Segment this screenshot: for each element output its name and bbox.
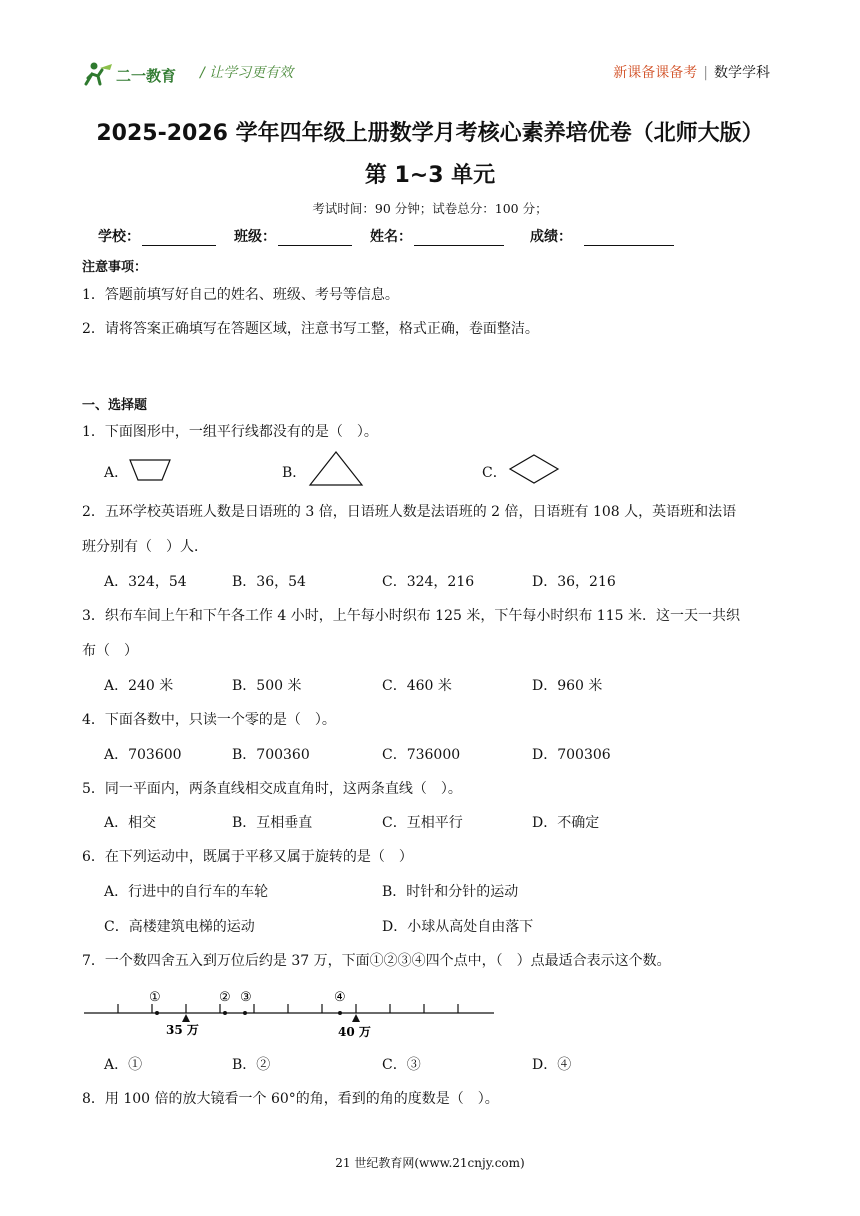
slogan: / 让学习更有效	[200, 65, 294, 81]
q5-option-c[interactable]: C．互相平行	[382, 815, 463, 831]
q3-stem-line2: 布（ ）	[82, 643, 138, 659]
exam-meta: 考试时间：90 分钟；试卷总分：100 分；	[312, 201, 548, 216]
page-header	[80, 56, 780, 92]
score-field[interactable]	[530, 226, 674, 246]
q6-option-b[interactable]: B．时针和分针的运动	[382, 884, 519, 900]
q3-option-b[interactable]: B．500 米	[232, 678, 302, 694]
page-footer: 21 世纪教育网(www.21cnjy.com)	[335, 1156, 525, 1170]
page-subtitle: 第 1~3 单元	[364, 163, 496, 188]
notice-item-2: 2．请将答案正确填写在答题区域，注意书写工整，格式正确，卷面整洁。	[82, 321, 539, 337]
notice-heading: 注意事项：	[82, 260, 148, 275]
header-separator: |	[703, 65, 708, 81]
q3-option-d[interactable]: D．960 米	[532, 678, 603, 694]
q4-stem: 4．下面各数中，只读一个零的是（ ）。	[82, 712, 336, 728]
school-label: 学校：	[98, 229, 140, 245]
q4-option-d[interactable]: D．700306	[532, 747, 611, 763]
q2-stem-line1: 2．五环学校英语班人数是日语班的 3 倍，日语班人数是法语班的 2 倍，日语班有 108 人，英语班和法语	[82, 504, 737, 520]
page-title: 2025-2026 学年四年级上册数学月考核心素养培优卷（北师大版）	[96, 121, 764, 146]
point-2-label: ②	[219, 990, 231, 1005]
q2-stem-line2: 班分别有（ ）人．	[82, 539, 208, 555]
q1-option-a[interactable]: A．	[104, 465, 129, 481]
header-right	[613, 62, 770, 82]
q2-option-a[interactable]: A．324，54	[104, 574, 187, 590]
triangle-shape	[308, 450, 364, 488]
q4-option-a[interactable]: A．703600	[104, 747, 182, 763]
tick-label-40: 40 万	[338, 1025, 371, 1039]
trapezoid-shape	[128, 458, 172, 482]
point-1-label: ①	[149, 990, 161, 1005]
q6-stem: 6．在下列运动中，既属于平移又属于旋转的是（ ）	[82, 849, 413, 865]
class-field[interactable]	[234, 226, 352, 246]
name-label: 姓名：	[370, 229, 412, 245]
q7-option-a[interactable]: A．①	[104, 1057, 143, 1073]
q4-option-c[interactable]: C．736000	[382, 747, 461, 763]
q1-option-b[interactable]: B．	[282, 465, 307, 481]
q5-option-b[interactable]: B．互相垂直	[232, 815, 313, 831]
q3-option-c[interactable]: C．460 米	[382, 678, 452, 694]
q7-option-b[interactable]: B．②	[232, 1057, 271, 1073]
notice-item-1: 1．答题前填写好自己的姓名、班级、考号等信息。	[82, 287, 399, 303]
school-field[interactable]	[98, 226, 216, 246]
logo	[80, 60, 190, 88]
point-4	[338, 1011, 342, 1015]
tick-label-35: 35 万	[166, 1023, 199, 1037]
q6-option-d[interactable]: D．小球从高处自由落下	[382, 919, 534, 935]
q1-stem: 1．下面图形中，一组平行线都没有的是（ ）。	[82, 424, 378, 440]
q3-stem-line1: 3．织布车间上午和下午各工作 4 小时，上午每小时织布 125 米，下午每小时织布 115 米．这一天一共织	[82, 608, 740, 624]
number-line-ticks	[118, 1004, 458, 1013]
q3-option-a[interactable]: A．240 米	[104, 678, 174, 694]
header-tag: 新课备课备考	[613, 65, 698, 81]
class-label: 班级：	[234, 229, 276, 245]
q5-option-a[interactable]: A．相交	[104, 815, 157, 831]
q2-option-b[interactable]: B．36，54	[232, 574, 306, 590]
score-label: 成绩：	[530, 229, 572, 245]
number-line	[82, 984, 502, 1044]
q1-option-c[interactable]: C．	[482, 465, 507, 481]
point-2	[223, 1011, 227, 1015]
header-subject: 数学学科	[714, 65, 770, 81]
name-field[interactable]	[370, 226, 504, 246]
q5-stem: 5．同一平面内，两条直线相交成直角时，这两条直线（ ）。	[82, 781, 462, 797]
rhombus-shape	[508, 453, 560, 485]
section-heading: 一、选择题	[82, 398, 148, 413]
logo-text: 二一教育	[116, 67, 177, 85]
q5-option-d[interactable]: D．不确定	[532, 815, 600, 831]
point-4-label: ④	[334, 990, 346, 1005]
q2-option-d[interactable]: D．36，216	[532, 574, 616, 590]
arrow-35	[182, 1014, 190, 1022]
q2-option-c[interactable]: C．324，216	[382, 574, 475, 590]
arrow-40	[352, 1014, 360, 1022]
point-3	[243, 1011, 247, 1015]
q7-option-c[interactable]: C．③	[382, 1057, 421, 1073]
point-1	[155, 1011, 159, 1015]
point-3-label: ③	[240, 990, 252, 1005]
q6-option-c[interactable]: C．高楼建筑电梯的运动	[104, 919, 255, 935]
q4-option-b[interactable]: B．700360	[232, 747, 310, 763]
q8-stem: 8．用 100 倍的放大镜看一个 60°的角，看到的角的度数是（ ）。	[82, 1091, 499, 1107]
q7-option-d[interactable]: D．④	[532, 1057, 572, 1073]
q6-option-a[interactable]: A．行进中的自行车的车轮	[104, 884, 269, 900]
q7-stem: 7．一个数四舍五入到万位后约是 37 万，下面①②③④四个点中，（ ）点最适合表示这个数。	[82, 953, 671, 969]
